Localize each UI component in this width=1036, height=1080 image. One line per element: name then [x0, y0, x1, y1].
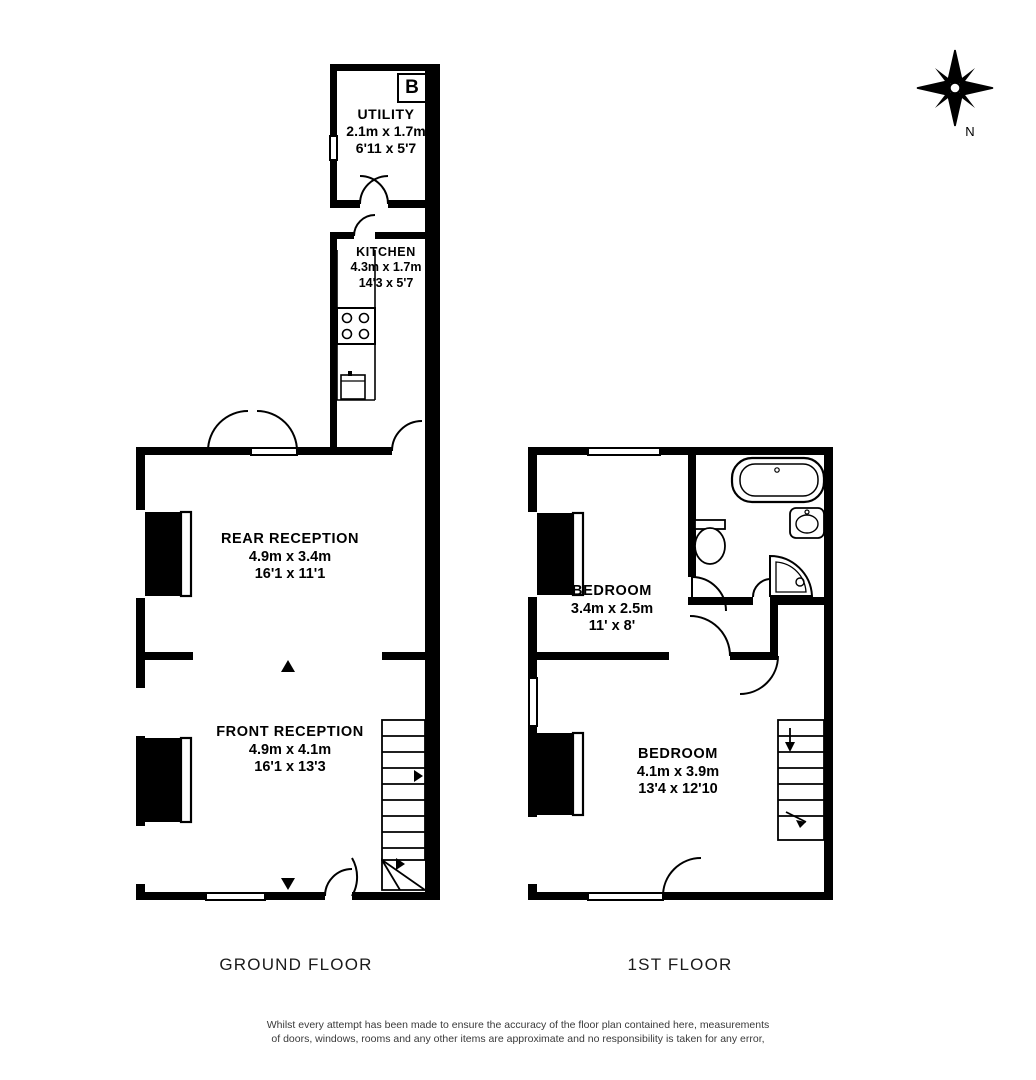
disclaimer-line-2: of doors, windows, rooms and any other items are approximate and no responsibility is taken for any error,: [271, 1033, 765, 1045]
room-name-utility: UTILITY: [357, 106, 415, 122]
room-metric-utility: 2.1m x 1.7m: [346, 123, 426, 140]
room-imperial-front-reception: 16'1 x 13'3: [254, 759, 326, 776]
window-rear-ground: [251, 448, 297, 455]
room-name-front-reception: FRONT RECEPTION: [216, 724, 364, 740]
room-metric-bedroom-rear: 3.4m x 2.5m: [570, 600, 654, 617]
kitchen-hob: [337, 308, 375, 344]
room-imperial-bedroom-rear: 11' x 8': [588, 618, 636, 635]
room-label-rear-reception: [168, 531, 412, 584]
room-name-rear-reception: REAR RECEPTION: [220, 531, 360, 547]
room-name-bedroom-front: BEDROOM: [638, 746, 718, 762]
window-bedroom-rear-top: [588, 448, 660, 455]
room-metric-front-reception: 4.9m x 4.1m: [248, 741, 332, 758]
first-floor-plan: [528, 447, 833, 900]
marker-b-badge: B: [397, 73, 427, 103]
compass-rose: [917, 50, 993, 126]
room-imperial-utility: 6'11 x 5'7: [355, 140, 417, 157]
floor-title-first: 1ST FLOOR: [627, 955, 733, 974]
room-metric-bedroom-front: 4.1m x 3.9m: [636, 763, 720, 780]
room-imperial-rear-reception: 16'1 x 11'1: [254, 566, 326, 583]
room-label-bedroom-rear: [490, 583, 734, 636]
room-imperial-bedroom-front: 13'4 x 12'10: [638, 781, 718, 798]
room-name-kitchen: KITCHEN: [356, 245, 416, 259]
bathtub: [732, 458, 824, 502]
room-metric-kitchen: 4.3m x 1.7m: [350, 260, 422, 275]
shower-cubicle: [770, 556, 812, 596]
room-metric-rear-reception: 4.9m x 3.4m: [248, 548, 332, 565]
room-label-bedroom-front: [556, 746, 800, 799]
room-imperial-kitchen: 14'3 x 5'7: [358, 275, 414, 290]
floor-title-ground: GROUND FLOOR: [219, 955, 373, 974]
room-name-bedroom-rear: BEDROOM: [572, 583, 652, 599]
toilet: [695, 520, 725, 564]
room-label-kitchen: [278, 245, 494, 291]
washbasin: [790, 508, 824, 538]
room-label-utility: [278, 106, 494, 157]
direction-marker-up: [281, 660, 295, 672]
direction-marker-down: [281, 878, 295, 890]
disclaimer-line-1: Whilst every attempt has been made to ensure the accuracy of the floor plan contained here, measurements: [266, 1019, 770, 1031]
window-bedroom-front-bottom: [588, 893, 663, 900]
compass-north-label: N: [965, 124, 975, 139]
window-landing: [529, 678, 537, 726]
room-label-front-reception: [168, 724, 412, 777]
window-front-ground: [206, 893, 265, 900]
kitchen-sink: [341, 371, 365, 399]
